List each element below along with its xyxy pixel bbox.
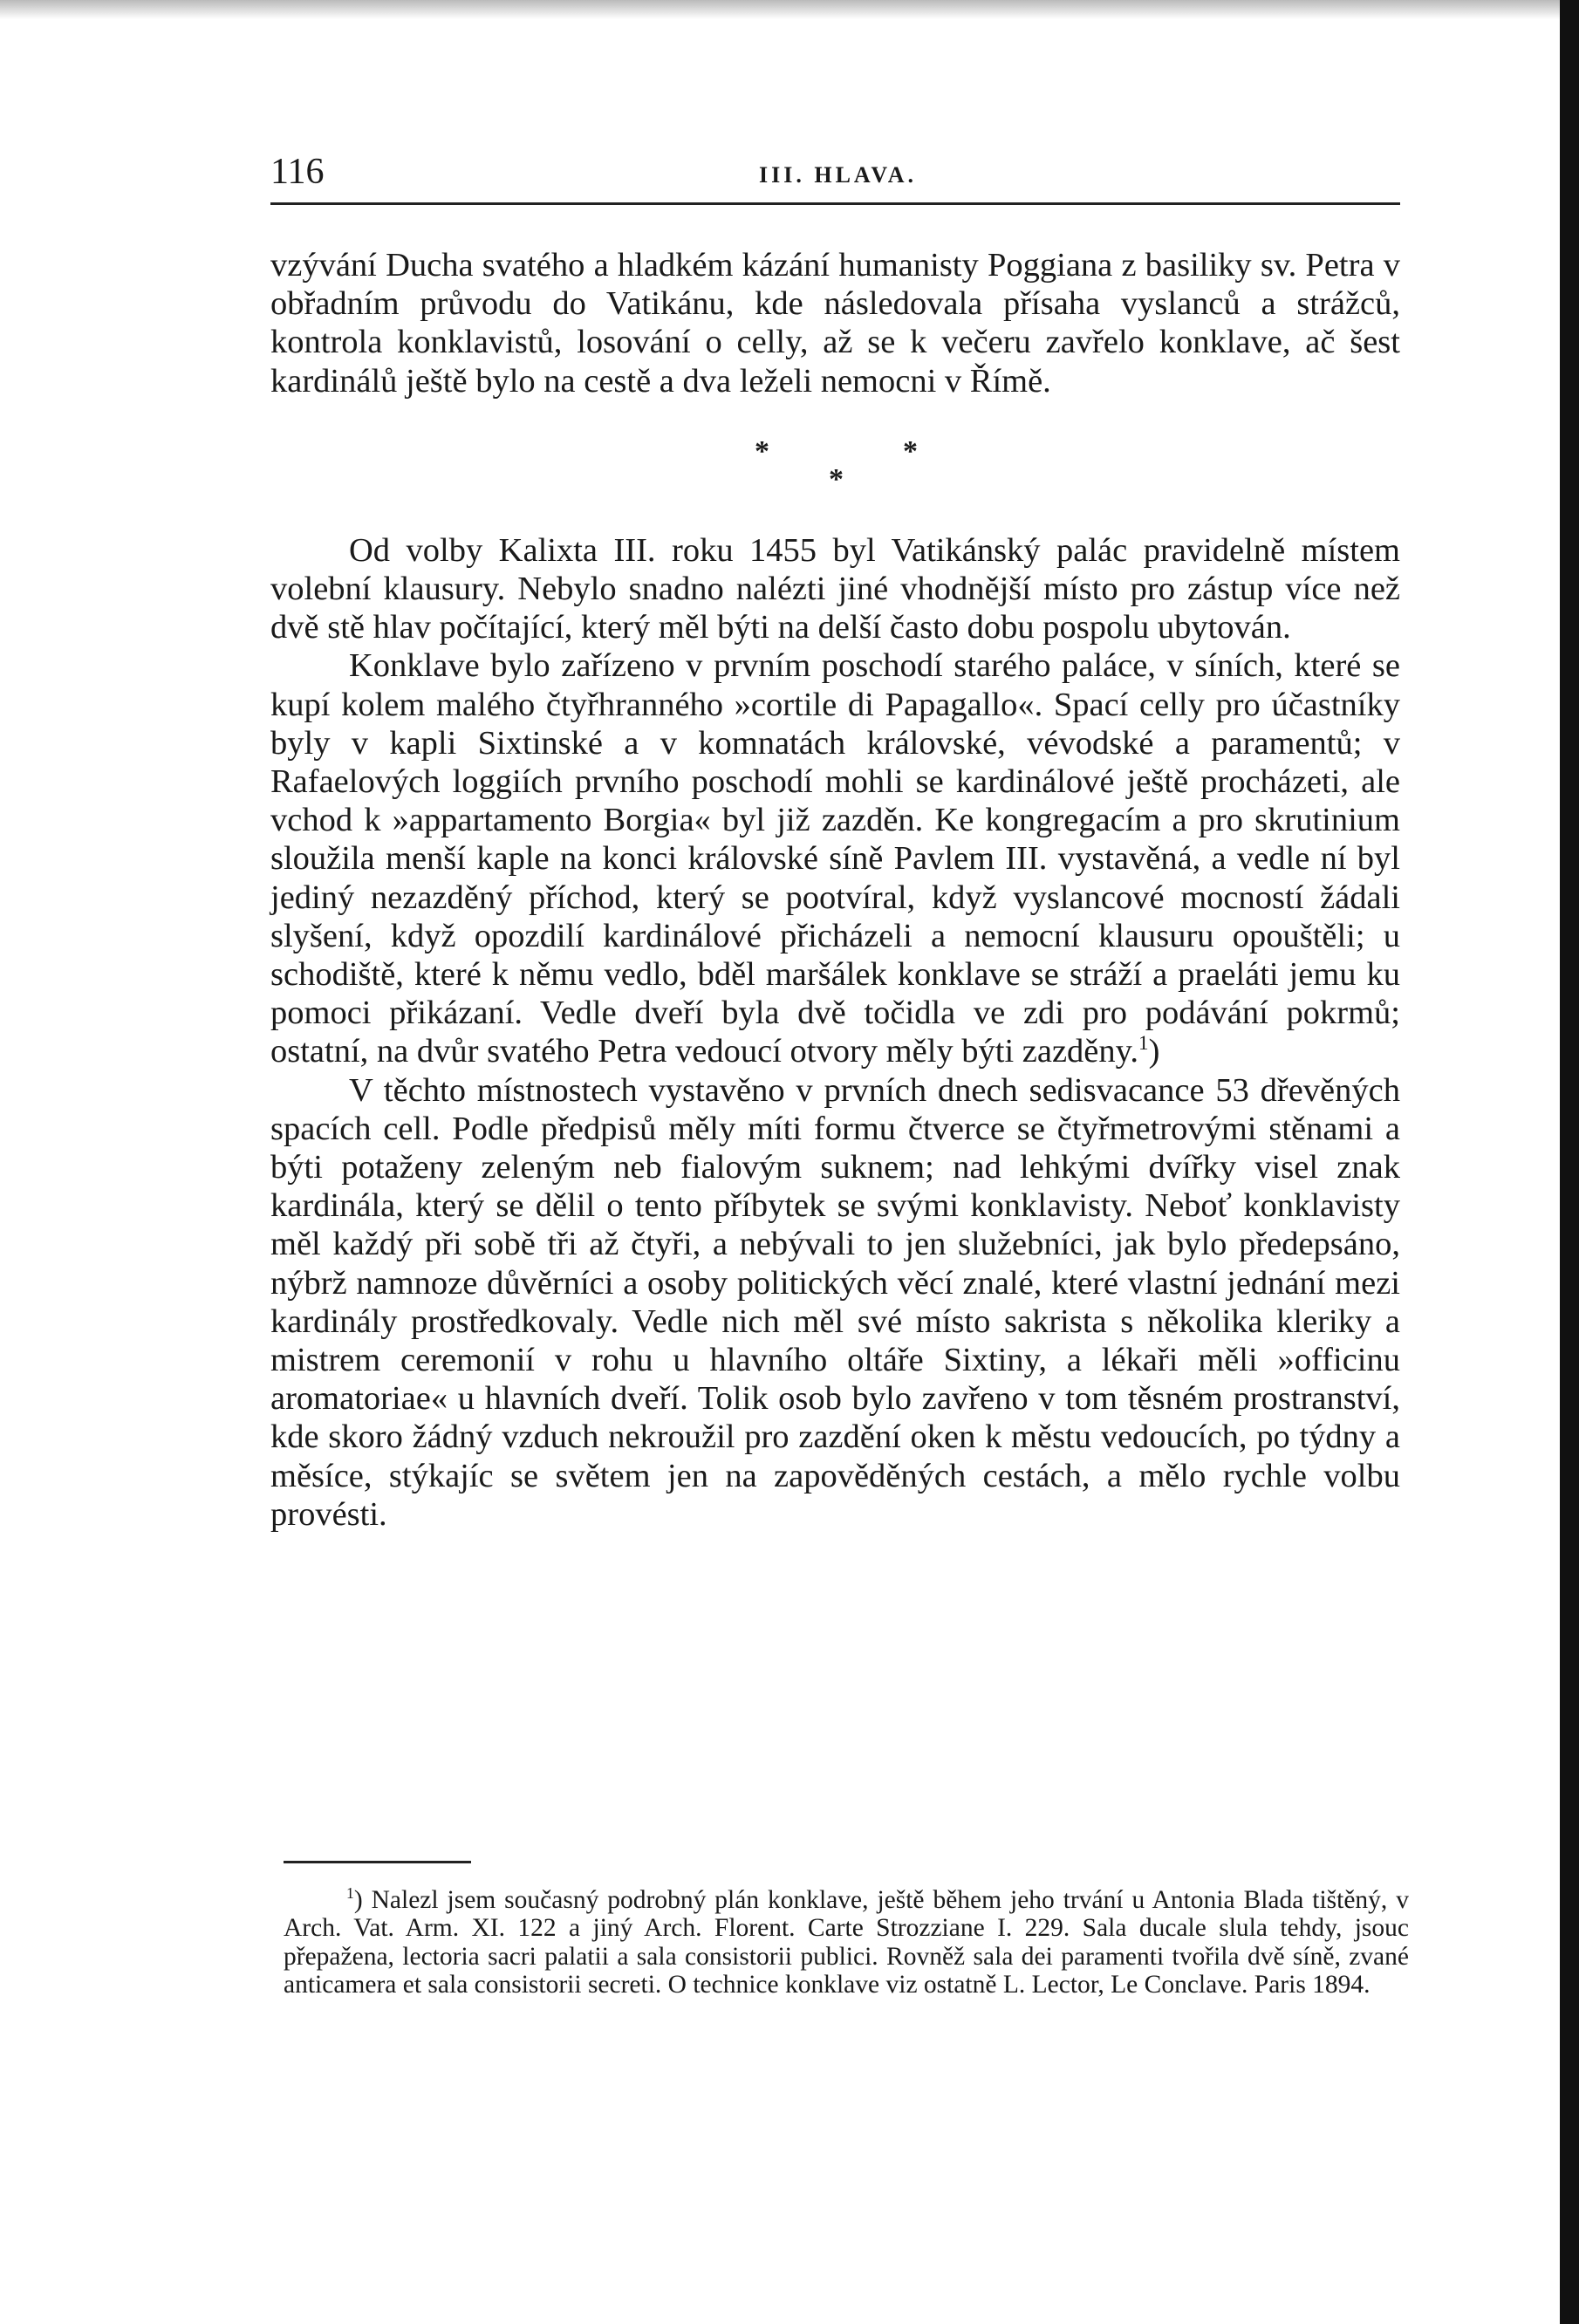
footnote-text: Nalezl jsem současný podrobný plán konklave, ještě během jeho trvání u Antonia Blada tištěný, v Arch. Vat. Arm. XI. 122 a jiný Arch. Florent. Carte Strozziane I. 229. Sala ducale slula tehdy, jsouc přepažena, lectoria sacri palatii a sala consistorii publici. Rovněž sala dei paramenti tvořila dvě síně, zvané anticamera et sala consistorii secreti. O technice konklave viz ostatně L. Lector, Le Conclave. Paris 1894. <box>284 1886 1409 1999</box>
scan-border-right <box>1560 0 1579 2324</box>
paragraph-conclave-layout-text: Konklave bylo zařízeno v prvním poschodí starého paláce, v síních, které se kupí kolem malého čtyřhranného »cortile di Papagallo«. Spací celly pro účastníky byly v kapli Sixtinské a v komnatách královské, vévodské a paramentů; v Rafaelových loggiích prvního poschodí mohli se kardinálové ještě procházeti, ale vchod k »appartamento Borgia« byl již zazděn. Ke kongregacím a pro skrutinium sloužila menší kaple na konci královské síně Pavlem III. vystavěná, a vedle ní byl jediný nezazděný příchod, který se pootvíral, když vyslancové mocností žádali slyšení, když opozdilí kardinálové přicházeli a nemocní klausuru opouštěli; u schodiště, které k němu vedlo, bděl maršálek konklave se stráží a praeláti jemu ku pomoci přikázaní. Vedle dveří byla dvě točidla ve zdi pro podávání pokrmů; ostatní, na dvůr svatého Petra vedoucí otvory měly býti zazděny. <box>270 647 1400 1070</box>
footnote-marker-paren: ) <box>353 1886 363 1914</box>
footnote-marker: 1 <box>346 1884 354 1903</box>
footnote-reference: 1 <box>1138 1031 1149 1055</box>
page-number: 116 <box>270 152 325 192</box>
running-head: III. HLAVA. <box>759 162 918 188</box>
page-header <box>270 150 1400 205</box>
paragraph-vatican-palace: Od volby Kalixta III. roku 1455 byl Vatikánský palác pravidelně místem volební klausury. Nebylo snadno nalézti jiné vhodnější místo pro zástup více než dvě stě hlav počítající, který měl býti na delší často dobu pospolu ubytován. <box>270 531 1400 646</box>
scan-shadow-top <box>0 0 1579 19</box>
footnote <box>284 1886 1409 1999</box>
paragraph-conclave-layout <box>270 646 1400 1070</box>
paragraph-continuation: vzývání Ducha svatého a hladkém kázání humanisty Poggiana z basiliky sv. Petra v obřadním průvodu do Vatikánu, kde následovala přísaha vyslanců a strážců, kontrola konklavistů, losování o celly, až se k večeru zavřelo konklave, ač šest kardinálů ještě bylo na cestě a dva leželi nemocni v Římě. <box>270 247 1400 400</box>
asterisk-right: * <box>903 434 918 468</box>
page-body <box>270 246 1400 1534</box>
footnote-reference-paren: ) <box>1148 1033 1160 1070</box>
section-break-asterism <box>270 400 1400 531</box>
paragraph-cells: V těchto místnostech vystavěno v prvních dnech sedisvacance 53 dřevěných spacích cell. Podle předpisů měly míti formu čtverce se čtyřmetrovými stěnami a býti potaženy zeleným neb fialovým suknem; nad lehkými dvířky visel znak kardinála, který se dělil o tento příbytek se svými konklavisty. Neboť konklavisty měl každý při sobě tři až čtyři, a nebývali to jen služebníci, jak bylo předepsáno, nýbrž namnoze důvěrníci a osoby politických věcí znalé, které vlastní jednání mezi kardinály prostředkovaly. Vedle nich měl své místo sakrista s několika kleriky a mistrem ceremonií v rohu u hlavního oltáře Sixtiny, a lékaři měli »officinu aromatoriae« u hlavních dveří. Tolik osob bylo zavřeno v tom těsném prostranství, kde skoro žádný vzduch nekroužil pro zazdění oken k městu vedoucích, po týdny a měsíce, stýkajíc se světem jen na zapověděných cestách, a mělo rychle volbu provésti. <box>270 1071 1400 1533</box>
asterisk-bottom: * <box>829 462 844 496</box>
footnote-divider <box>284 1861 471 1863</box>
asterisk-left: * <box>755 434 769 468</box>
